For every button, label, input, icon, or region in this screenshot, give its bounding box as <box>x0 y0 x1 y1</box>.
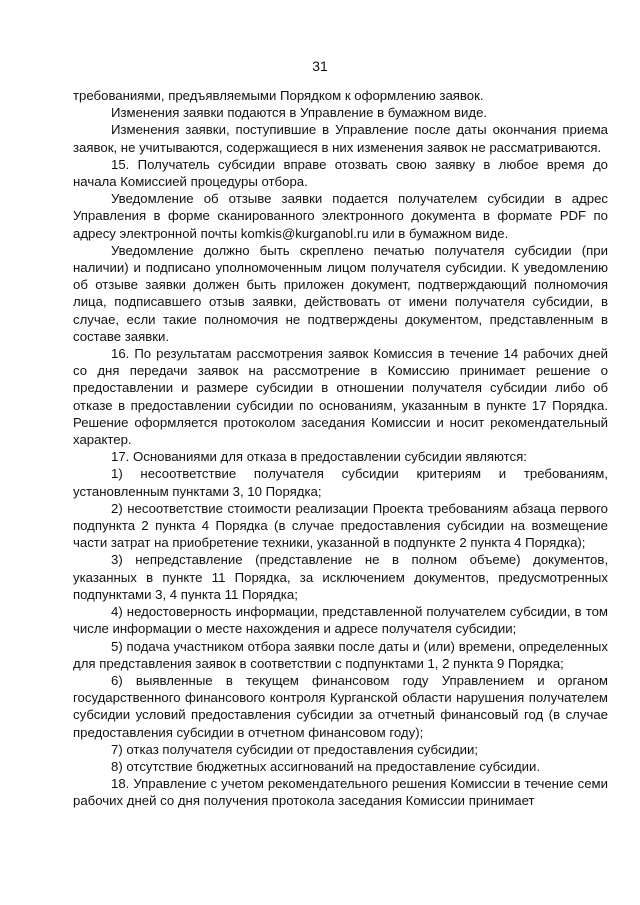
paragraph-clause-15: 15. Получатель субсидии вправе отозвать свою заявку в любое время до начала Комиссией процедуры отбора. <box>73 156 608 190</box>
list-item: 5) подача участником отбора заявки после даты и (или) времени, определенных для представления заявок в соответствии с подпунктами 1, 2 пункта 9 Порядка; <box>73 638 608 671</box>
paragraph: Уведомление должно быть скреплено печатью получателя субсидии (при наличии) и подписано уполномоченным лицом получателя субсидии. К уведомлению об отзыве заявки должен быть приложен документ, подтверждающий полномочия лица, подписавшего отзыв заявки, действовать от имени получателя субсидии, в случае, если такие полномочия не подтверждены документом, представленным в составе заявки. <box>73 242 608 344</box>
paragraph: Изменения заявки, поступившие в Управление после даты окончания приема заявок, не учитываются, содержащиеся в них изменения заявок не рассматриваются. <box>73 122 608 155</box>
paragraph-clause-17: 17. Основаниями для отказа в предоставлении субсидии являются: <box>111 449 527 465</box>
list-item: 1) несоответствие получателя субсидии критериям и требованиям, установленным пунктами 3, 10 Порядка; <box>73 466 608 499</box>
paragraph-clause-18: 18. Управление с учетом рекомендательного решения Комиссии в течение семи рабочих дней со дня получения протокола заседания Комиссии принимает <box>73 776 608 809</box>
paragraph-continuation: требованиями, предъявляемыми Порядком к оформлению заявок. <box>73 88 484 103</box>
list-item: 2) несоответствие стоимости реализации Проекта требованиям абзаца первого подпункта 2 пункта 4 Порядка (в случае предоставления субсидии на возмещение части затрат на приобретение техники, указанной в подпункте 2 пункта 4 Порядка); <box>73 500 608 551</box>
list-item: 7) отказ получателя субсидии от предоставления субсидии; <box>111 741 478 757</box>
page-number: 31 <box>312 58 328 74</box>
paragraph: Уведомление об отзыве заявки подается получателем субсидии в адрес Управления в форме сканированного электронного документа в формате PDF по адресу электронной почты komkis@kurganobl.ru или в бумажном виде. <box>73 191 608 241</box>
paragraph-clause-16: 16. По результатам рассмотрения заявок Комиссия в течение 14 рабочих дней со дня передачи заявок на рассмотрение в Комиссию принимает решение о предоставлении и размере субсидии в отношении получателя субсидии либо об отказе в предоставлении субсидии по основаниям, указанным в пункте 17 Порядка. Решение оформляется протоколом заседания Комиссии и носит рекомендательный характер. <box>73 346 608 448</box>
list-item: 6) выявленные в текущем финансовом году Управлением и органом государственного финансового контроля Курганской области нарушения получателем субсидии условий предоставления субсидии за отчетный финансовый год (в случае предоставления субсидии в отчетном финансовом году); <box>73 672 608 740</box>
paragraph: Изменения заявки подаются в Управление в бумажном виде. <box>111 105 488 121</box>
list-item: 4) недостоверность информации, представленной получателем субсидии, в том числе информации о месте нахождения и адресе получателя субсидии; <box>73 604 608 637</box>
document-body <box>73 87 608 810</box>
list-item: 8) отсутствие бюджетных ассигнований на предоставление субсидии. <box>111 758 541 774</box>
list-item: 3) непредставление (представление не в полном объеме) документов, указанных в пункте 11 Порядка, за исключением документов, предусмотренных подпунктами 3, 4 пункта 11 Порядка; <box>73 552 608 602</box>
